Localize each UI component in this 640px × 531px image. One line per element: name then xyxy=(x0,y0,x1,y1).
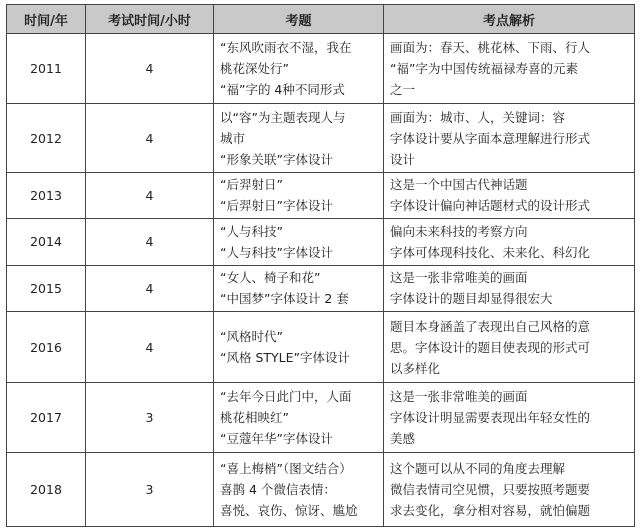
analysis-line: 画面为：城市、人，关键词：容 xyxy=(390,109,566,125)
topic-line: 桃花相映红” xyxy=(220,410,289,426)
exam-table-container xyxy=(6,4,634,527)
topic-line: “后羿射日”字体设计 xyxy=(220,198,333,214)
topic-cell xyxy=(214,312,384,382)
analysis-line: 字体可体现科技化、未来化、科幻化 xyxy=(390,244,591,260)
topic-line: “人与科技” xyxy=(220,223,283,239)
topic-cell xyxy=(214,265,384,312)
topic-line: 城市 xyxy=(220,130,246,146)
analysis-line: 求去变化，拿分相对容易，就怕偏题 xyxy=(390,503,591,519)
table-row xyxy=(7,34,635,104)
topic-line: “喜上梅梢”（图文结合） xyxy=(220,461,352,477)
analysis-cell xyxy=(384,382,635,452)
topic-line: “风格时代” xyxy=(220,329,283,345)
table-row xyxy=(7,312,635,382)
analysis-line: 画面为：春天、桃花林、下雨、行人 xyxy=(390,40,591,56)
analysis-line: 字体设计的题目却显得很宏大 xyxy=(390,291,553,307)
year-cell: 2011 xyxy=(7,34,86,104)
analysis-cell xyxy=(384,104,635,172)
analysis-line: 这个题可以从不同的角度去理解 xyxy=(390,461,566,477)
table-row xyxy=(7,382,635,452)
topic-cell xyxy=(214,34,384,104)
topic-line: “福”字的 4种不同形式 xyxy=(220,82,345,98)
topic-line: 喜鹊 4 个微信表情： xyxy=(220,482,336,498)
hours-cell: 4 xyxy=(86,104,214,172)
topic-line: “女人、椅子和花” xyxy=(220,270,321,286)
hours-cell: 3 xyxy=(86,382,214,452)
hours-cell: 4 xyxy=(86,312,214,382)
topic-line: 桃花深处行” xyxy=(220,61,289,77)
analysis-line: 这是一张非常唯美的画面 xyxy=(390,389,528,405)
topic-cell xyxy=(214,382,384,452)
analysis-line: 之一 xyxy=(390,82,416,98)
analysis-line: 思。字体设计的题目使表现的形式可 xyxy=(390,339,591,355)
year-cell: 2015 xyxy=(7,265,86,312)
header-hours: 考试时间/小时 xyxy=(86,5,214,34)
table-row xyxy=(7,265,635,312)
topic-line: 以“容”为主题表现人与 xyxy=(220,109,346,125)
table-row xyxy=(7,172,635,218)
header-row xyxy=(7,5,635,34)
analysis-line: 以多样化 xyxy=(390,360,441,376)
year-cell: 2012 xyxy=(7,104,86,172)
year-cell: 2013 xyxy=(7,172,86,218)
header-year: 时间/年 xyxy=(7,5,86,34)
analysis-line: 偏向未来科技的考察方向 xyxy=(390,223,528,239)
analysis-line: 字体设计明显需要表现出年轻女性的 xyxy=(390,410,591,426)
analysis-line: 这是一个中国古代神话题 xyxy=(390,177,528,193)
topic-line: “东风吹雨衣不湿，我在 xyxy=(220,40,352,56)
table-body xyxy=(7,34,635,527)
hours-cell: 4 xyxy=(86,265,214,312)
analysis-cell xyxy=(384,312,635,382)
topic-cell xyxy=(214,453,384,527)
year-cell: 2018 xyxy=(7,453,86,527)
analysis-line: 设计 xyxy=(390,151,416,167)
analysis-line: 题目本身涵盖了表现出自己风格的意 xyxy=(390,318,591,334)
header-analysis: 考点解析 xyxy=(384,5,635,34)
hours-cell: 4 xyxy=(86,172,214,218)
year-cell: 2016 xyxy=(7,312,86,382)
topic-line: 喜悦、哀伤、惊讶、尴尬 xyxy=(220,503,358,519)
header-topic: 考题 xyxy=(214,5,384,34)
topic-line: “豆蔻年华”字体设计 xyxy=(220,431,333,447)
year-cell: 2014 xyxy=(7,218,86,265)
analysis-cell xyxy=(384,218,635,265)
topic-line: “形象关联”字体设计 xyxy=(220,151,333,167)
analysis-line: “福”字为中国传统福禄寿喜的元素 xyxy=(390,61,578,77)
table-row xyxy=(7,218,635,265)
analysis-cell xyxy=(384,453,635,527)
topic-line: “人与科技”字体设计 xyxy=(220,244,333,260)
topic-line: “去年今日此门中，人面 xyxy=(220,389,352,405)
topic-line: “后羿射日” xyxy=(220,177,283,193)
exam-history-table xyxy=(6,4,635,527)
hours-cell: 3 xyxy=(86,453,214,527)
analysis-line: 字体设计偏向神话题材式的设计形式 xyxy=(390,198,591,214)
analysis-cell xyxy=(384,34,635,104)
analysis-line: 这是一张非常唯美的画面 xyxy=(390,270,528,286)
analysis-line: 微信表情司空见惯，只要按照考题要 xyxy=(390,482,591,498)
topic-cell xyxy=(214,172,384,218)
table-row xyxy=(7,104,635,172)
analysis-cell xyxy=(384,172,635,218)
analysis-cell xyxy=(384,265,635,312)
topic-line: “风格 STYLE”字体设计 xyxy=(220,350,350,366)
analysis-line: 字体设计要从字面本意理解进行形式 xyxy=(390,130,591,146)
analysis-line: 美感 xyxy=(390,431,416,447)
table-row xyxy=(7,453,635,527)
topic-cell xyxy=(214,218,384,265)
year-cell: 2017 xyxy=(7,382,86,452)
hours-cell: 4 xyxy=(86,218,214,265)
topic-cell xyxy=(214,104,384,172)
hours-cell: 4 xyxy=(86,34,214,104)
topic-line: “中国梦”字体设计 2 套 xyxy=(220,291,349,307)
